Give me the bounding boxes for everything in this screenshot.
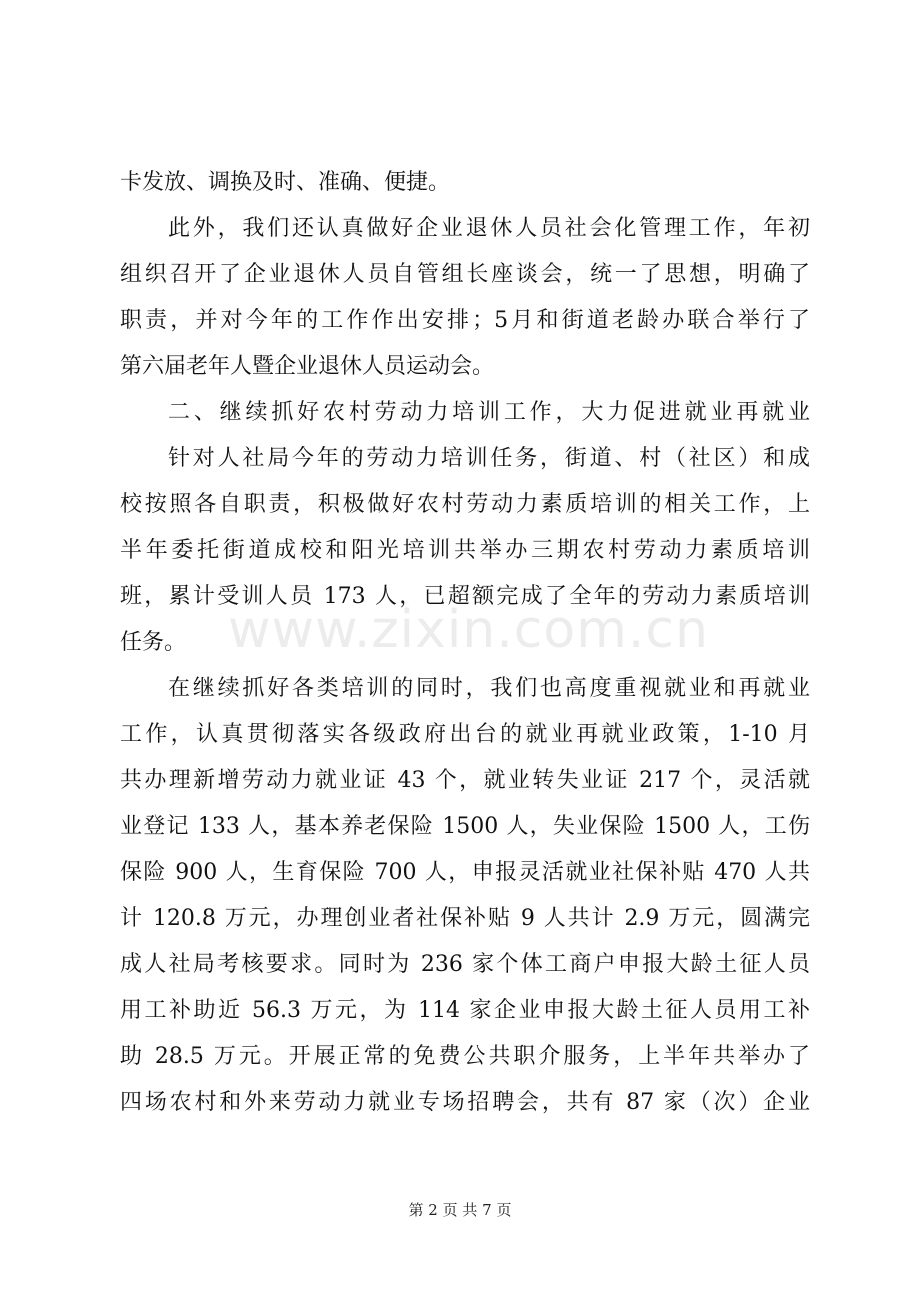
paragraph-line: 任务。 — [120, 630, 187, 655]
paragraph-line: 在继续抓好各类培训的同时，我们也高度重视就业和再就业 — [168, 676, 810, 701]
paragraph-line: 校按照各自职责，积极做好农村劳动力素质培训的相关工作，上 — [120, 492, 810, 517]
paragraph-line: 业登记 133 人，基本养老保险 1500 人，失业保险 1500 人，工伤 — [120, 814, 810, 839]
body-text — [120, 160, 810, 1126]
page-number-footer: 第 2 页 共 7 页 — [408, 1201, 512, 1219]
paragraph-line: 计 120.8 万元，办理创业者社保补贴 9 人共计 2.9 万元，圆满完 — [120, 906, 810, 931]
paragraph-line: 工作，认真贯彻落实各级政府出台的就业再就业政策，1-10 月 — [120, 722, 810, 747]
paragraph-line: 四场农村和外来劳动力就业专场招聘会，共有 87 家（次）企业 — [120, 1090, 810, 1115]
paragraph-line: 针对人社局今年的劳动力培训任务，街道、村（社区）和成 — [168, 446, 810, 471]
paragraph-line: 半年委托街道成校和阳光培训共举办三期农村劳动力素质培训 — [120, 538, 810, 563]
paragraph-line: 此外，我们还认真做好企业退休人员社会化管理工作，年初 — [168, 216, 810, 241]
watermark: www.zixin.com.cn — [228, 600, 709, 660]
paragraph-line: 职责，并对今年的工作作出安排；5月和街道老龄办联合举行了 — [120, 308, 810, 333]
paragraph-line: 用工补助近 56.3 万元，为 114 家企业申报大龄土征人员用工补 — [120, 998, 810, 1023]
paragraph-line: 班，累计受训人员 173 人，已超额完成了全年的劳动力素质培训 — [120, 584, 810, 609]
paragraph-line: 保险 900 人，生育保险 700 人，申报灵活就业社保补贴 470 人共 — [120, 860, 810, 885]
paragraph-line: 共办理新增劳动力就业证 43 个，就业转失业证 217 个，灵活就 — [120, 768, 810, 793]
paragraph-line: 第六届老年人暨企业退休人员运动会。 — [120, 354, 495, 379]
paragraph-line: 组织召开了企业退休人员自管组长座谈会，统一了思想，明确了 — [120, 262, 810, 287]
paragraph-line: 成人社局考核要求。同时为 236 家个体工商户申报大龄土征人员 — [120, 952, 810, 977]
paragraph-line: 卡发放、调换及时、准确、便捷。 — [120, 170, 451, 195]
section-heading: 二、继续抓好农村劳动力培训工作，大力促进就业再就业 — [168, 400, 810, 425]
paragraph-line: 助 28.5 万元。开展正常的免费公共职介服务，上半年共举办了 — [120, 1044, 810, 1069]
